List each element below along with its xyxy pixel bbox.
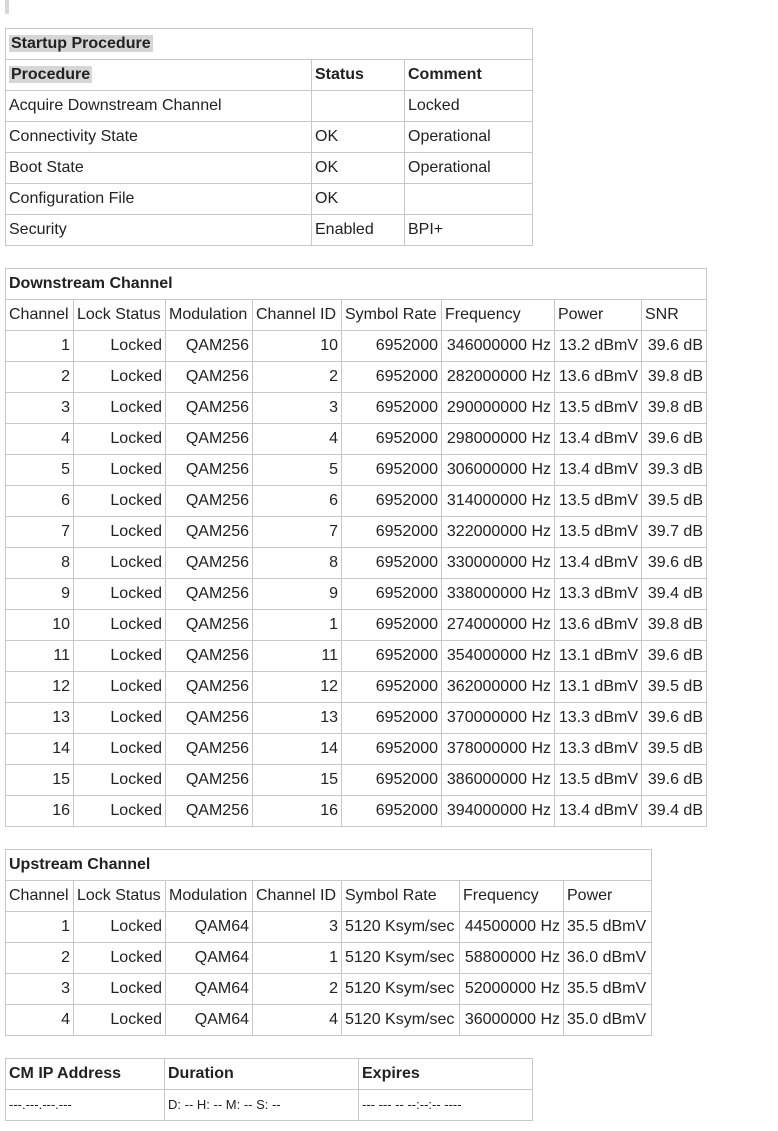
snr-cell: 39.7 dB [642,517,707,548]
status-cell: OK [312,153,405,184]
power-cell: 13.5 dBmV [555,765,642,796]
symbol-rate-cell: 6952000 [342,734,442,765]
startup-procedure-table [5,28,533,246]
table-row [6,455,707,486]
channel-id-cell: 11 [253,641,342,672]
comment-cell: Locked [405,91,533,122]
modulation-cell: QAM64 [166,943,253,974]
symbol-rate-cell: 6952000 [342,610,442,641]
frequency-cell: 36000000 Hz [460,1005,564,1036]
comment-cell [405,184,533,215]
header-symbol-rate: Symbol Rate [342,300,442,331]
lock-status-cell: Locked [74,548,166,579]
header-modulation: Modulation [166,881,253,912]
channel-id-cell: 1 [253,610,342,641]
downstream-rows [6,331,707,827]
header-power: Power [555,300,642,331]
channel-cell: 12 [6,672,74,703]
table-row [6,393,707,424]
table-row [6,548,707,579]
status-cell: OK [312,184,405,215]
comment-cell: Operational [405,122,533,153]
channel-id-cell: 4 [253,1005,342,1036]
lock-status-cell: Locked [74,424,166,455]
channel-cell: 14 [6,734,74,765]
header-channel: Channel [6,300,74,331]
table-row [6,943,652,974]
channel-id-cell: 4 [253,424,342,455]
header-procedure: Procedure [11,66,91,83]
table-row [6,912,652,943]
cm-ip-address-value: ---.---.---.--- [6,1090,165,1121]
snr-cell: 39.6 dB [642,548,707,579]
channel-id-cell: 2 [253,974,342,1005]
status-cell [312,91,405,122]
table-row [6,796,707,827]
lock-status-cell: Locked [74,455,166,486]
modulation-cell: QAM256 [166,517,253,548]
procedure-cell: Connectivity State [6,122,312,153]
table-title-row [6,269,707,300]
channel-cell: 16 [6,796,74,827]
power-cell: 13.6 dBmV [555,362,642,393]
table-title-row [6,29,533,60]
header-modulation: Modulation [166,300,253,331]
power-cell: 13.3 dBmV [555,579,642,610]
procedure-cell: Acquire Downstream Channel [6,91,312,122]
frequency-cell: 394000000 Hz [442,796,555,827]
modulation-cell: QAM64 [166,912,253,943]
symbol-rate-cell: 6952000 [342,703,442,734]
header-symbol-rate: Symbol Rate [342,881,460,912]
channel-cell: 2 [6,362,74,393]
table-header-row [6,1059,533,1090]
channel-cell: 15 [6,765,74,796]
symbol-rate-cell: 6952000 [342,765,442,796]
channel-id-cell: 14 [253,734,342,765]
upstream-title: Upstream Channel [6,850,652,881]
power-cell: 13.2 dBmV [555,331,642,362]
channel-cell: 5 [6,455,74,486]
lock-status-cell: Locked [74,912,166,943]
snr-cell: 39.6 dB [642,703,707,734]
channel-id-cell: 3 [253,393,342,424]
modulation-cell: QAM256 [166,424,253,455]
power-cell: 13.4 dBmV [555,455,642,486]
symbol-rate-cell: 6952000 [342,672,442,703]
table-row [6,672,707,703]
frequency-cell: 354000000 Hz [442,641,555,672]
power-cell: 35.5 dBmV [564,974,652,1005]
modulation-cell: QAM256 [166,765,253,796]
snr-cell: 39.8 dB [642,393,707,424]
frequency-cell: 314000000 Hz [442,486,555,517]
power-cell: 13.1 dBmV [555,672,642,703]
channel-cell: 13 [6,703,74,734]
lock-status-cell: Locked [74,393,166,424]
table-row [6,610,707,641]
frequency-cell: 298000000 Hz [442,424,555,455]
power-cell: 13.3 dBmV [555,734,642,765]
symbol-rate-cell: 5120 Ksym/sec [342,1005,460,1036]
header-duration: Duration [165,1059,359,1090]
frequency-cell: 386000000 Hz [442,765,555,796]
header-cell [6,60,312,91]
header-lock-status: Lock Status [74,881,166,912]
downstream-title: Downstream Channel [6,269,707,300]
procedure-cell: Configuration File [6,184,312,215]
channel-cell: 4 [6,1005,74,1036]
table-row [6,734,707,765]
channel-cell: 4 [6,424,74,455]
frequency-cell: 274000000 Hz [442,610,555,641]
table-row [6,974,652,1005]
channel-cell: 8 [6,548,74,579]
lock-status-cell: Locked [74,486,166,517]
table-row [6,331,707,362]
modulation-cell: QAM256 [166,641,253,672]
power-cell: 13.4 dBmV [555,424,642,455]
frequency-cell: 52000000 Hz [460,974,564,1005]
table-row [6,153,533,184]
frequency-cell: 362000000 Hz [442,672,555,703]
channel-id-cell: 9 [253,579,342,610]
snr-cell: 39.6 dB [642,765,707,796]
snr-cell: 39.5 dB [642,486,707,517]
frequency-cell: 290000000 Hz [442,393,555,424]
modulation-cell: QAM256 [166,579,253,610]
status-cell: Enabled [312,215,405,246]
channel-id-cell: 13 [253,703,342,734]
channel-id-cell: 12 [253,672,342,703]
channel-cell: 2 [6,943,74,974]
channel-cell: 10 [6,610,74,641]
symbol-rate-cell: 6952000 [342,641,442,672]
modulation-cell: QAM256 [166,672,253,703]
header-channel-id: Channel ID [253,881,342,912]
header-lock-status: Lock Status [74,300,166,331]
table-row [6,1090,533,1121]
table-row [6,703,707,734]
header-channel-id: Channel ID [253,300,342,331]
power-cell: 13.5 dBmV [555,393,642,424]
symbol-rate-cell: 6952000 [342,393,442,424]
header-frequency: Frequency [460,881,564,912]
channel-id-cell: 8 [253,548,342,579]
top-edge-marker [5,0,9,14]
snr-cell: 39.5 dB [642,672,707,703]
power-cell: 13.5 dBmV [555,517,642,548]
lock-status-cell: Locked [74,734,166,765]
modulation-cell: QAM256 [166,703,253,734]
symbol-rate-cell: 6952000 [342,424,442,455]
channel-id-cell: 5 [253,455,342,486]
table-row [6,641,707,672]
frequency-cell: 282000000 Hz [442,362,555,393]
header-expires: Expires [359,1059,533,1090]
channel-id-cell: 16 [253,796,342,827]
header-channel: Channel [6,881,74,912]
lock-status-cell: Locked [74,641,166,672]
table-row [6,362,707,393]
table-row [6,486,707,517]
lock-status-cell: Locked [74,974,166,1005]
modulation-cell: QAM256 [166,610,253,641]
channel-cell: 3 [6,393,74,424]
power-cell: 35.5 dBmV [564,912,652,943]
table-title-row [6,850,652,881]
modulation-cell: QAM256 [166,796,253,827]
symbol-rate-cell: 6952000 [342,486,442,517]
lock-status-cell: Locked [74,517,166,548]
lock-status-cell: Locked [74,1005,166,1036]
table-row [6,517,707,548]
comment-cell: Operational [405,153,533,184]
symbol-rate-cell: 6952000 [342,362,442,393]
channel-cell: 9 [6,579,74,610]
power-cell: 13.1 dBmV [555,641,642,672]
symbol-rate-cell: 6952000 [342,331,442,362]
lock-status-cell: Locked [74,579,166,610]
snr-cell: 39.8 dB [642,362,707,393]
snr-cell: 39.3 dB [642,455,707,486]
table-header-row [6,300,707,331]
symbol-rate-cell: 5120 Ksym/sec [342,943,460,974]
lock-status-cell: Locked [74,672,166,703]
snr-cell: 39.4 dB [642,796,707,827]
downstream-channel-table [5,268,707,827]
channel-cell: 1 [6,331,74,362]
channel-cell: 3 [6,974,74,1005]
snr-cell: 39.4 dB [642,579,707,610]
frequency-cell: 322000000 Hz [442,517,555,548]
table-row [6,184,533,215]
channel-cell: 6 [6,486,74,517]
channel-id-cell: 1 [253,943,342,974]
table-row [6,1005,652,1036]
power-cell: 13.5 dBmV [555,486,642,517]
frequency-cell: 330000000 Hz [442,548,555,579]
table-row [6,579,707,610]
modulation-cell: QAM256 [166,734,253,765]
lock-status-cell: Locked [74,796,166,827]
startup-title: Startup Procedure [11,35,151,52]
cm-ip-table [5,1058,533,1121]
channel-cell: 11 [6,641,74,672]
table-title-cell [6,29,533,60]
modulation-cell: QAM256 [166,393,253,424]
lock-status-cell: Locked [74,765,166,796]
snr-cell: 39.6 dB [642,641,707,672]
modulation-cell: QAM64 [166,974,253,1005]
channel-id-cell: 15 [253,765,342,796]
symbol-rate-cell: 6952000 [342,579,442,610]
snr-cell: 39.8 dB [642,610,707,641]
lock-status-cell: Locked [74,943,166,974]
modulation-cell: QAM256 [166,455,253,486]
table-row [6,765,707,796]
header-comment: Comment [405,60,533,91]
modulation-cell: QAM256 [166,362,253,393]
snr-cell: 39.6 dB [642,424,707,455]
upstream-rows [6,912,652,1036]
header-snr: SNR [642,300,707,331]
symbol-rate-cell: 5120 Ksym/sec [342,912,460,943]
frequency-cell: 44500000 Hz [460,912,564,943]
channel-id-cell: 2 [253,362,342,393]
procedure-cell: Boot State [6,153,312,184]
channel-cell: 1 [6,912,74,943]
snr-cell: 39.6 dB [642,331,707,362]
upstream-channel-table [5,849,652,1036]
header-status: Status [312,60,405,91]
channel-cell: 7 [6,517,74,548]
lock-status-cell: Locked [74,703,166,734]
comment-cell: BPI+ [405,215,533,246]
power-cell: 13.6 dBmV [555,610,642,641]
lock-status-cell: Locked [74,610,166,641]
channel-id-cell: 10 [253,331,342,362]
lock-status-cell: Locked [74,362,166,393]
symbol-rate-cell: 6952000 [342,548,442,579]
frequency-cell: 378000000 Hz [442,734,555,765]
duration-value: D: -- H: -- M: -- S: -- [165,1090,359,1121]
modulation-cell: QAM256 [166,331,253,362]
table-header-row [6,60,533,91]
modulation-cell: QAM256 [166,486,253,517]
header-power: Power [564,881,652,912]
frequency-cell: 370000000 Hz [442,703,555,734]
snr-cell: 39.5 dB [642,734,707,765]
table-row [6,424,707,455]
table-row [6,91,533,122]
status-cell: OK [312,122,405,153]
symbol-rate-cell: 6952000 [342,796,442,827]
table-row [6,215,533,246]
procedure-cell: Security [6,215,312,246]
header-cm-ip-address: CM IP Address [6,1059,165,1090]
symbol-rate-cell: 6952000 [342,517,442,548]
power-cell: 13.3 dBmV [555,703,642,734]
symbol-rate-cell: 6952000 [342,455,442,486]
power-cell: 35.0 dBmV [564,1005,652,1036]
table-row [6,122,533,153]
lock-status-cell: Locked [74,331,166,362]
header-frequency: Frequency [442,300,555,331]
frequency-cell: 338000000 Hz [442,579,555,610]
symbol-rate-cell: 5120 Ksym/sec [342,974,460,1005]
power-cell: 13.4 dBmV [555,548,642,579]
expires-value: --- --- -- --:--:-- ---- [359,1090,533,1121]
frequency-cell: 346000000 Hz [442,331,555,362]
power-cell: 13.4 dBmV [555,796,642,827]
modulation-cell: QAM64 [166,1005,253,1036]
channel-id-cell: 7 [253,517,342,548]
modulation-cell: QAM256 [166,548,253,579]
table-header-row [6,881,652,912]
frequency-cell: 306000000 Hz [442,455,555,486]
channel-id-cell: 3 [253,912,342,943]
channel-id-cell: 6 [253,486,342,517]
frequency-cell: 58800000 Hz [460,943,564,974]
power-cell: 36.0 dBmV [564,943,652,974]
